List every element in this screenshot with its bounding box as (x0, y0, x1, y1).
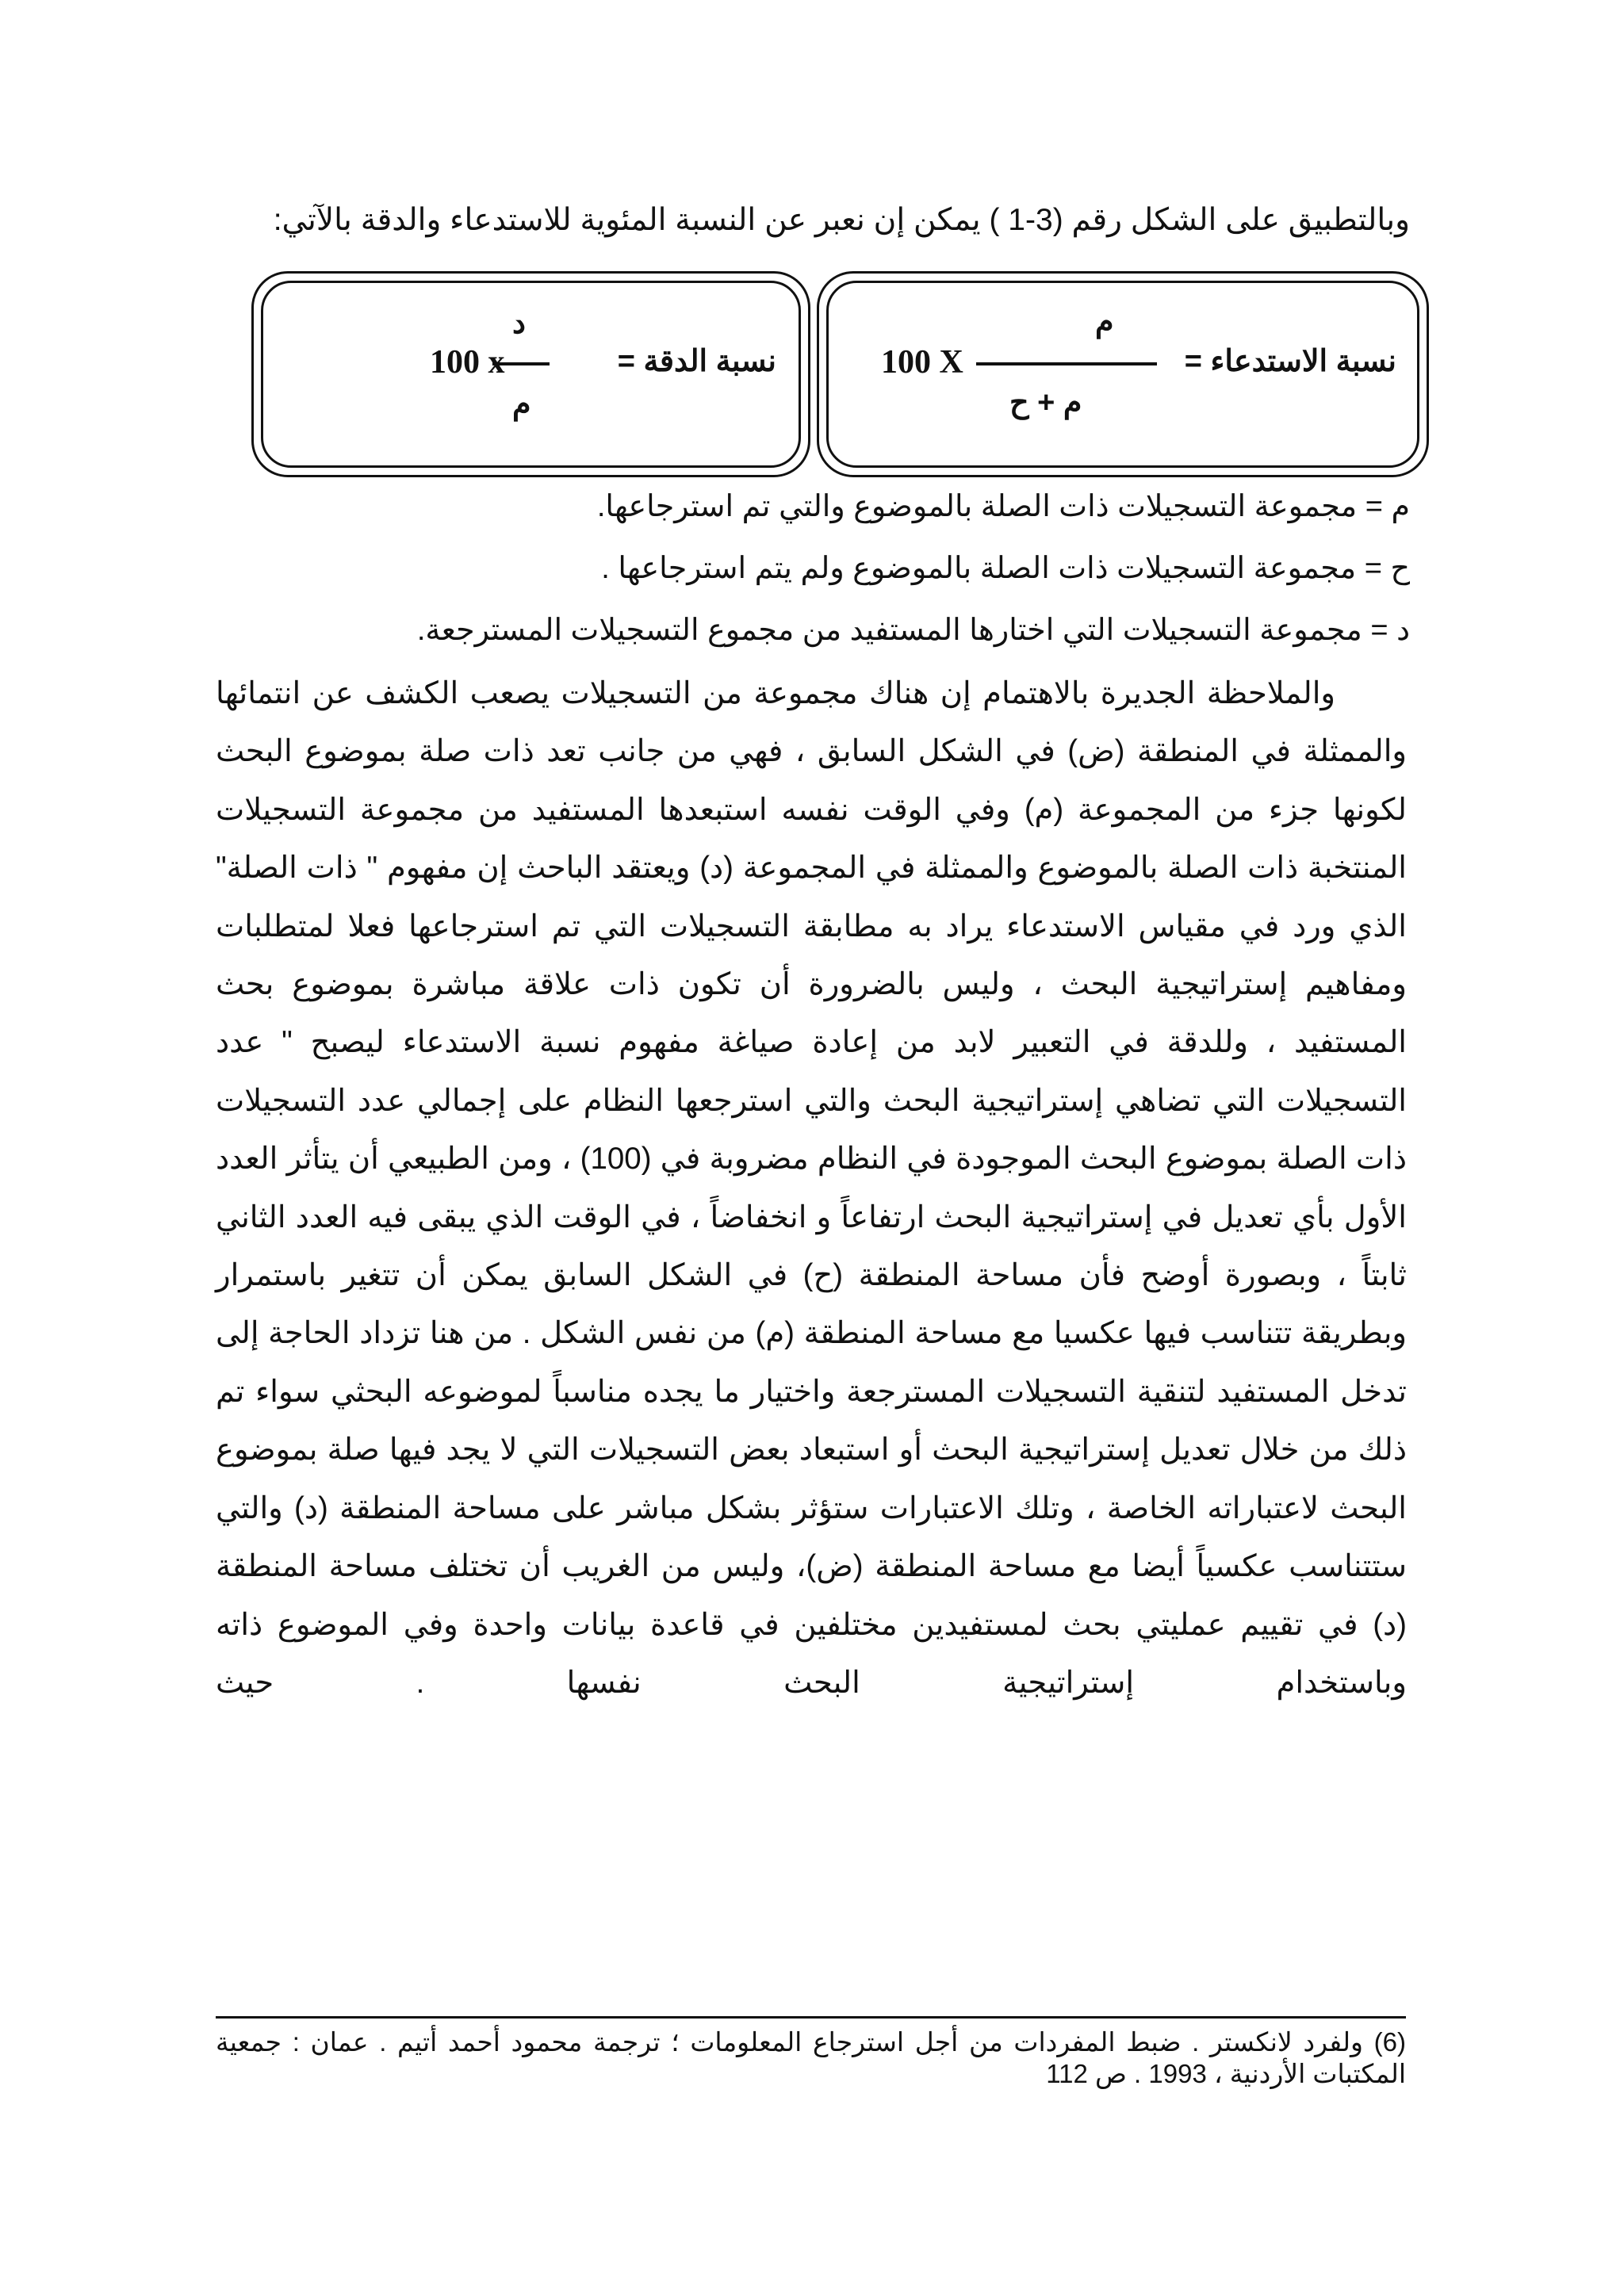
precision-numerator: د (512, 307, 526, 340)
definition-d: د = مجموعة التسجيلات التي اختارها المستفيد من مجموع التسجيلات المسترجعة. (416, 614, 1410, 647)
precision-denominator: م (512, 388, 531, 421)
recall-label: نسبة الاستدعاء = (1184, 345, 1396, 378)
recall-denominator: م + ح (1009, 386, 1082, 419)
recall-fraction-bar (976, 362, 1157, 365)
definition-h: ح = مجموعة التسجيلات ذات الصلة بالموضوع ولم يتم استرجاعها . (601, 552, 1410, 585)
intro-sentence: وبالتطبيق على الشكل رقم (3-1 ) يمكن إن نعبر عن النسبة المئوية للاستدعاء والدقة بالآتي: (273, 203, 1410, 237)
definitions-list (141, 476, 1410, 661)
footnote-text: ولفرد لانكستر . ضبط المفردات من أجل استرجاع المعلومات ؛ ترجمة محمود أحمد أتيم . عمان : جمعية المكتبات الأردنية ، 1993 . ص 112 (216, 2027, 1406, 2088)
recall-multiplier: 100 X (881, 344, 963, 381)
precision-multiplier: 100 x (430, 344, 505, 381)
definition-m: م = مجموعة التسجيلات ذات الصلة بالموضوع والتي تم استرجاعها. (596, 490, 1410, 523)
footnote-separator (216, 2016, 1406, 2019)
recall-formula-box (817, 271, 1429, 477)
body-paragraph-text: والملاحظة الجديرة بالاهتمام إن هناك مجموعة من التسجيلات يصعب الكشف عن انتمائها والممثلة في المنطقة (ض) في الشكل السابق ، فهي من جانب تعد ذات صلة بموضوع البحث لكونها جزء من المجموعة (م) وفي الوقت نفسه استبعدها المستفيد من مجموعة التسجيلات المنتخبة ذات الصلة بالموضوع والممثلة في المجموعة (د) ويعتقد الباحث إن مفهوم " ذات الصلة" الذي ورد في مقياس الاستدعاء يراد به مطابقة التسجيلات التي تم استرجاعها فعلا لمتطلبات ومفاهيم إستراتيجية البحث ، وليس بالضرورة أن تكون ذات علاقة مباشرة بموضوع بحث المستفيد ، وللدقة في التعبير لابد من إعادة صياغة مفهوم نسبة الاستدعاء ليصبح " عدد التسجيلات التي تضاهي إستراتيجية البحث والتي استرجعها النظام على إجمالي عدد التسجيلات ذات الصلة بموضوع البحث الموجودة في النظام مضروبة في (100) ، ومن الطبيعي أن يتأثر العدد الأول بأي تعديل في إستراتيجية البحث ارتفاعاً و انخفاضاً ، في الوقت الذي يبقى فيه العدد الثاني ثابتاً ، وبصورة أوضح فأن مساحة المنطقة (ح) في الشكل السابق يمكن أن تتغير باستمرار وبطريقة تتناسب فيها عكسيا مع مساحة المنطقة (م) من نفس الشكل . من هنا تزداد الحاجة إلى تدخل المستفيد لتنقية التسجيلات المسترجعة واختيار ما يجده مناسباً لموضوعه البحثي سواء تم ذلك من خلال تعديل إستراتيجية البحث أو استبعاد بعض التسجيلات التي لا يجد فيها صلة بموضوع البحث لاعتباراته الخاصة ، وتلك الاعتبارات ستؤثر بشكل مباشر على مساحة المنطقة (د) والتي ستتناسب عكسياً أيضا مع مساحة المنطقة (ض)، وليس من الغريب أن تختلف مساحة المنطقة (د) في تقييم عمليتي بحث لمستفيدين مختلفين في قاعدة بيانات واحدة وفي الموضوع ذاته وباستخدام إستراتيجية البحث نفسها . حيث (216, 676, 1407, 1700)
footnote-marker: (6) (1373, 2027, 1407, 2057)
precision-label: نسبة الدقة = (617, 345, 776, 378)
body-paragraph (216, 664, 1407, 1712)
recall-numerator: م (1095, 305, 1114, 339)
footnote (216, 2026, 1406, 2090)
precision-formula-box (251, 271, 810, 477)
